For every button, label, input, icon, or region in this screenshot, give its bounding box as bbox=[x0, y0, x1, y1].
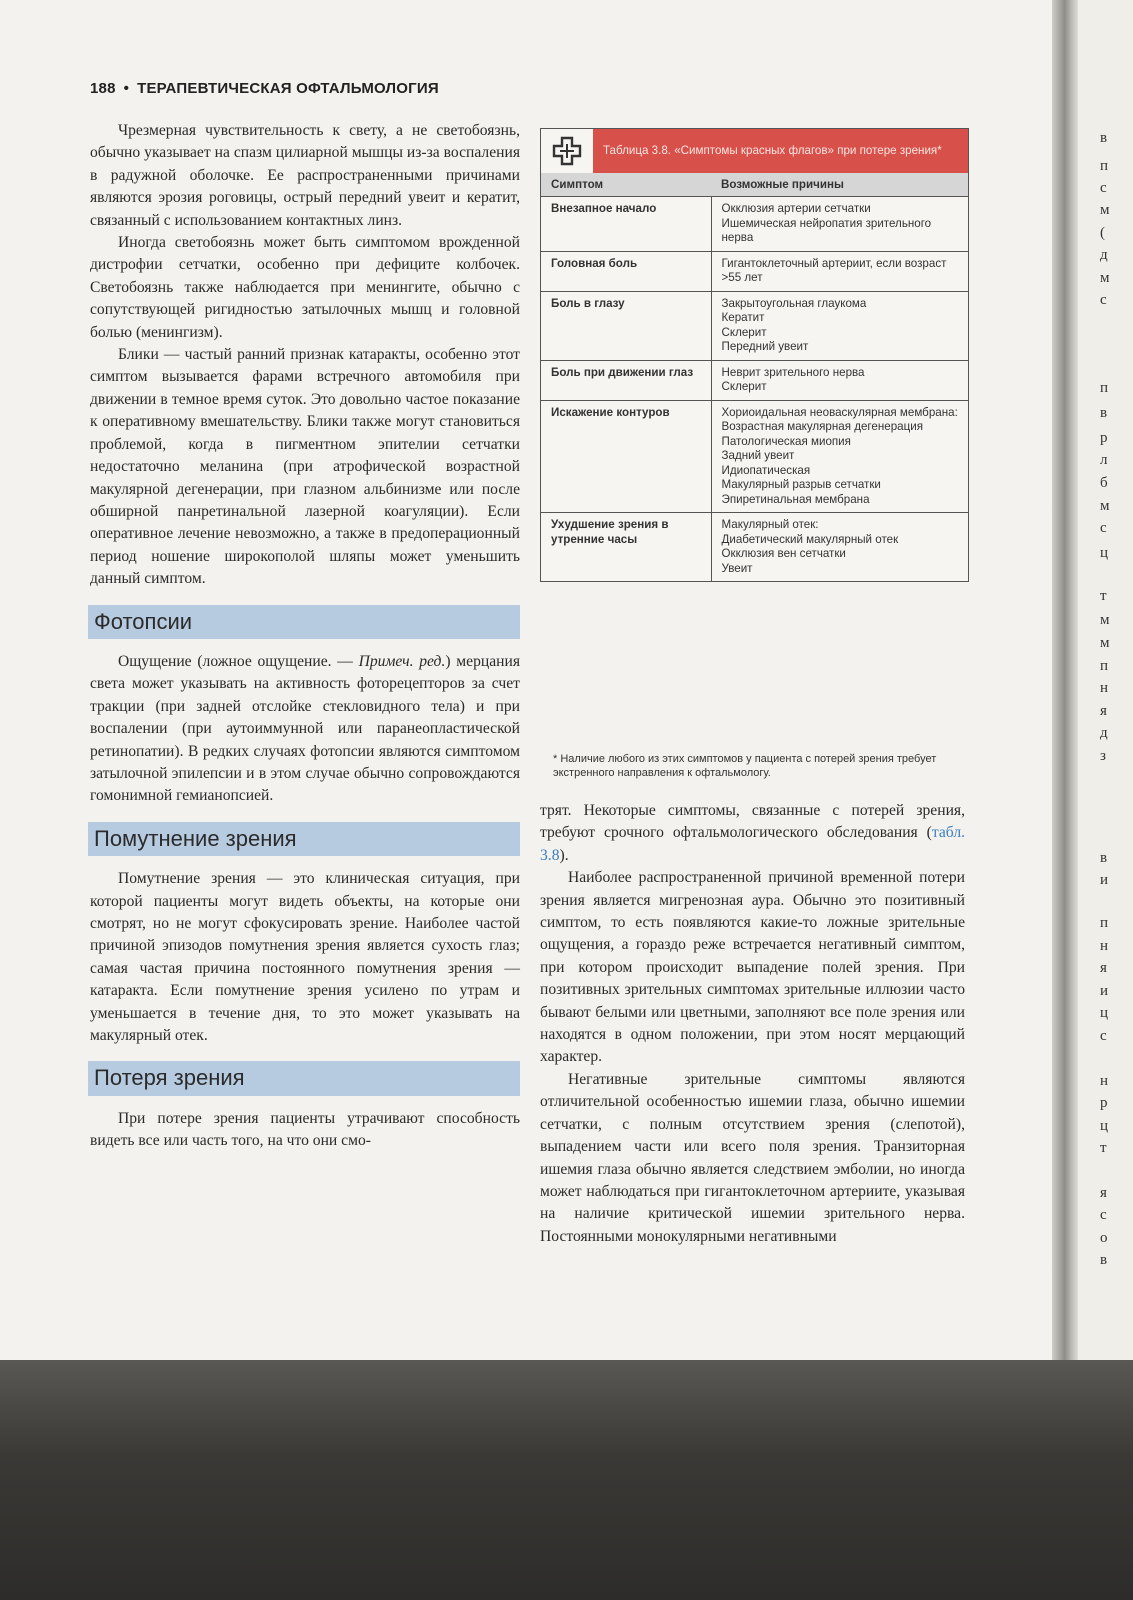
paragraph: Иногда светобоязнь может быть симптомом врожденной дистрофии сетчатки, особенно при дефиците колбочек. Светобоязнь также наблюдается при менингите, обычно с сопутствующей ригидностью затылочных мышц и головной болью (менингизм). bbox=[90, 234, 520, 341]
cause-item: Закрытоугольная глаукома bbox=[721, 296, 867, 310]
margin-letter: т bbox=[1100, 1140, 1107, 1156]
chapter-title: ТЕРАПЕВТИЧЕСКАЯ ОФТАЛЬМОЛОГИЯ bbox=[137, 80, 439, 97]
book-gutter bbox=[1052, 0, 1080, 1380]
left-column bbox=[90, 120, 520, 1153]
cause-item: Окклюзия артерии сетчатки bbox=[721, 202, 871, 215]
margin-letter: ц bbox=[1100, 545, 1109, 561]
cause-item: Задний увеит bbox=[721, 449, 795, 462]
margin-letter: и bbox=[1100, 872, 1109, 888]
paragraph bbox=[540, 800, 965, 867]
margin-letter: в bbox=[1100, 1252, 1108, 1268]
paragraph: Чрезмерная чувствительность к свету, а не светобоязнь, обычно указывает на спазм цилиарной мышцы из-за воспаления в радужной оболочке. Ее распространенными причинами являются эрозия роговицы, острый передний увеит и кератит, связанный с использованием контактных линз. bbox=[90, 122, 520, 229]
symptom-cell: Ухудшение зрения в утренние часы bbox=[541, 513, 711, 582]
margin-letter: д bbox=[1100, 725, 1108, 741]
paragraph: Помутнение зрения — это клиническая ситуация, при которой пациенты могут видеть объекты, на которые они смотрят, но не могут сфокусировать зрение. Наиболее частой причиной эпизодов помутнения зрения является сухость глаз; самая частая причина постоянного помутнения зрения — катаракта. Если помутнение зрения усилено по утрам и уменьшается в течение дня, то это может указывать на макулярный отек. bbox=[90, 870, 520, 1045]
table-row bbox=[541, 360, 968, 400]
margin-letter: я bbox=[1100, 703, 1107, 719]
margin-letter: и bbox=[1100, 983, 1109, 999]
column-header-symptom: Симптом bbox=[541, 173, 711, 197]
table-row bbox=[541, 400, 968, 513]
cause-item: Передний увеит bbox=[721, 340, 809, 353]
right-column bbox=[540, 800, 965, 1248]
margin-letter: з bbox=[1100, 748, 1106, 764]
red-flag-table bbox=[540, 128, 969, 582]
margin-letter: б bbox=[1100, 475, 1108, 491]
cause-item: Неврит зрительного нерва bbox=[721, 365, 865, 379]
cause-item: Макулярный отек: bbox=[721, 518, 819, 531]
margin-letter: м bbox=[1100, 270, 1110, 286]
cause-item: Увеит bbox=[721, 561, 753, 575]
margin-letter: п bbox=[1100, 915, 1109, 931]
margin-letter: р bbox=[1100, 430, 1108, 446]
margin-letter: п bbox=[1100, 380, 1109, 396]
symptom-cell: Внезапное начало bbox=[541, 197, 711, 252]
cause-item: Окклюзия вен сетчатки bbox=[721, 547, 846, 560]
table-row bbox=[541, 251, 968, 291]
medical-cross-icon bbox=[541, 129, 593, 173]
margin-letter: я bbox=[1100, 1185, 1107, 1201]
text-span: трят. Некоторые симптомы, связанные с потерей зрения, требуют срочного офтальмологического обследования ( bbox=[540, 802, 965, 842]
margin-letter: в bbox=[1100, 405, 1108, 421]
cause-item: Кератит bbox=[721, 311, 765, 324]
table-header-bar bbox=[541, 129, 968, 173]
paragraph: При потере зрения пациенты утрачивают способность видеть все или часть того, на что они смо- bbox=[90, 1109, 520, 1150]
cause-item: Эпиретинальная мембрана bbox=[721, 492, 870, 506]
table-footnote: * Наличие любого из этих симптомов у пациента с потерей зрения требует экстренного направления к офтальмологу. bbox=[553, 753, 937, 779]
section-heading-blur: Помутнение зрения bbox=[88, 822, 520, 856]
margin-letter: д bbox=[1100, 247, 1108, 263]
margin-letter: с bbox=[1100, 1028, 1107, 1044]
margin-letter: т bbox=[1100, 588, 1107, 604]
symptom-cell: Боль в глазу bbox=[541, 291, 711, 360]
causes-cell bbox=[711, 400, 968, 513]
text-span: ) мерцания света может указывать на активность фоторецепторов за счет тракции (при задней отслойке стекловидного тела) и при воспалении (при аутоиммунной или паранеопластической ретинопатии). В редких случаях фотопсии являются симптомом затылочной эпилепсии и в этом случае обычно сопровождаются гомонимной гемианопсией. bbox=[90, 652, 520, 805]
cause-item: Склерит bbox=[721, 380, 767, 393]
margin-letter: я bbox=[1100, 960, 1107, 976]
causes-cell bbox=[711, 513, 968, 582]
cause-item: Идиопатическая bbox=[721, 463, 811, 477]
margin-letter: в bbox=[1100, 850, 1108, 866]
paragraph bbox=[90, 651, 520, 808]
margin-letter: ( bbox=[1100, 225, 1105, 241]
margin-letter: ц bbox=[1100, 1118, 1109, 1134]
causes-cell bbox=[711, 251, 968, 291]
margin-letter: п bbox=[1100, 158, 1109, 174]
margin-letter: м bbox=[1100, 635, 1110, 651]
cause-item: Ишемическая нейропатия зрительного нерва bbox=[721, 216, 932, 244]
margin-letter: р bbox=[1100, 1095, 1108, 1111]
cause-item: Склерит bbox=[721, 325, 767, 339]
table-title: Таблица 3.8. «Симптомы красных флагов» при потере зрения* bbox=[603, 144, 942, 157]
margin-letter: с bbox=[1100, 180, 1107, 196]
cause-item: Диабетический макулярный отек bbox=[721, 532, 899, 546]
editor-note: Примеч. ред. bbox=[358, 652, 446, 670]
symptom-cell: Головная боль bbox=[541, 251, 711, 291]
margin-letter: м bbox=[1100, 498, 1110, 514]
margin-letter: с bbox=[1100, 1207, 1107, 1223]
margin-letter: с bbox=[1100, 292, 1107, 308]
paragraph: Блики — частый ранний признак катаракты, особенно этот симптом вызывается фарами встречного автомобиля при движении в темное время суток. Это довольно частое показание к оперативному вмешательству. Блики также могут становиться проблемой, когда в пигментном эпителии сетчатки недостаточно меланина (при атрофической возрастной макулярной дегенерации, при глазном альбинизме или после обширной панретинальной лазерной коагуляции). Если оперативное лечение невозможно, а также в предоперационный период ношение широкополой шляпы может уменьшить данный симптом. bbox=[90, 346, 520, 588]
margin-letter: м bbox=[1100, 202, 1110, 218]
margin-letter: о bbox=[1100, 1230, 1108, 1246]
margin-letter: ц bbox=[1100, 1005, 1109, 1021]
table-row bbox=[541, 197, 968, 252]
paragraph: Негативные зрительные симптомы являются отличительной особенностью ишемии глаза, обычно ишемии сетчатки, с полным отсутствием зрения (слепотой), выпадением части или всего поля зрения. Транзиторная ишемия глаза обычно является следствием эмболии, но иногда может наблюдаться при гигантоклеточном артериите, указывая на наличие критической ишемии зрительного нерва. Постоянными монокулярными негативными bbox=[540, 1070, 965, 1245]
section-heading-vision-loss: Потеря зрения bbox=[88, 1061, 520, 1095]
margin-letter: н bbox=[1100, 938, 1109, 954]
table-reference-link[interactable]: табл. 3.8 bbox=[540, 824, 965, 864]
running-header bbox=[90, 80, 439, 97]
margin-letter: л bbox=[1100, 452, 1108, 468]
paragraph: Наиболее распространенной причиной временной потери зрения является мигренозная аура. Обычно это позитивный симптом, то есть появляются какие-то ложные зрительные ощущения, а гораздо реже встречается негативный симптом, при котором происходит выпадение полей зрения. При позитивных зрительных симптомах зрительные иллюзии часто бывают белыми или цветными, заполняют все поле зрения или находятся в одном положении, при этом носят мерцающий характер. bbox=[540, 869, 965, 1066]
header-bullet: • bbox=[123, 80, 130, 97]
margin-letter: п bbox=[1100, 658, 1109, 674]
column-header-causes: Возможные причины bbox=[711, 173, 968, 197]
table-row bbox=[541, 513, 968, 582]
symptom-cell: Искажение контуров bbox=[541, 400, 711, 513]
cause-item: Гигантоклеточный артериит, если возраст >55 лет bbox=[721, 256, 947, 284]
causes-cell bbox=[711, 360, 968, 400]
text-span: Ощущение (ложное ощущение. — bbox=[118, 652, 359, 670]
cause-item: Макулярный разрыв сетчатки bbox=[721, 478, 881, 491]
margin-letter: в bbox=[1100, 130, 1108, 146]
page-number: 188 bbox=[90, 80, 116, 97]
cause-item: Хориоидальная неоваскулярная мембрана: bbox=[721, 405, 958, 419]
margin-letter: н bbox=[1100, 680, 1109, 696]
cause-item: Патологическая миопия bbox=[721, 434, 851, 448]
symptom-table bbox=[541, 173, 968, 581]
text-span: ). bbox=[559, 846, 569, 864]
symptom-cell: Боль при движении глаз bbox=[541, 360, 711, 400]
margin-letter: с bbox=[1100, 520, 1107, 536]
causes-cell bbox=[711, 197, 968, 252]
margin-letter: н bbox=[1100, 1073, 1109, 1089]
margin-letter: м bbox=[1100, 612, 1110, 628]
scan-bottom-shadow bbox=[0, 1360, 1133, 1600]
table-row bbox=[541, 291, 968, 360]
section-heading-photopsia: Фотопсии bbox=[88, 605, 520, 639]
causes-cell bbox=[711, 291, 968, 360]
cause-item: Возрастная макулярная дегенерация bbox=[721, 420, 923, 433]
